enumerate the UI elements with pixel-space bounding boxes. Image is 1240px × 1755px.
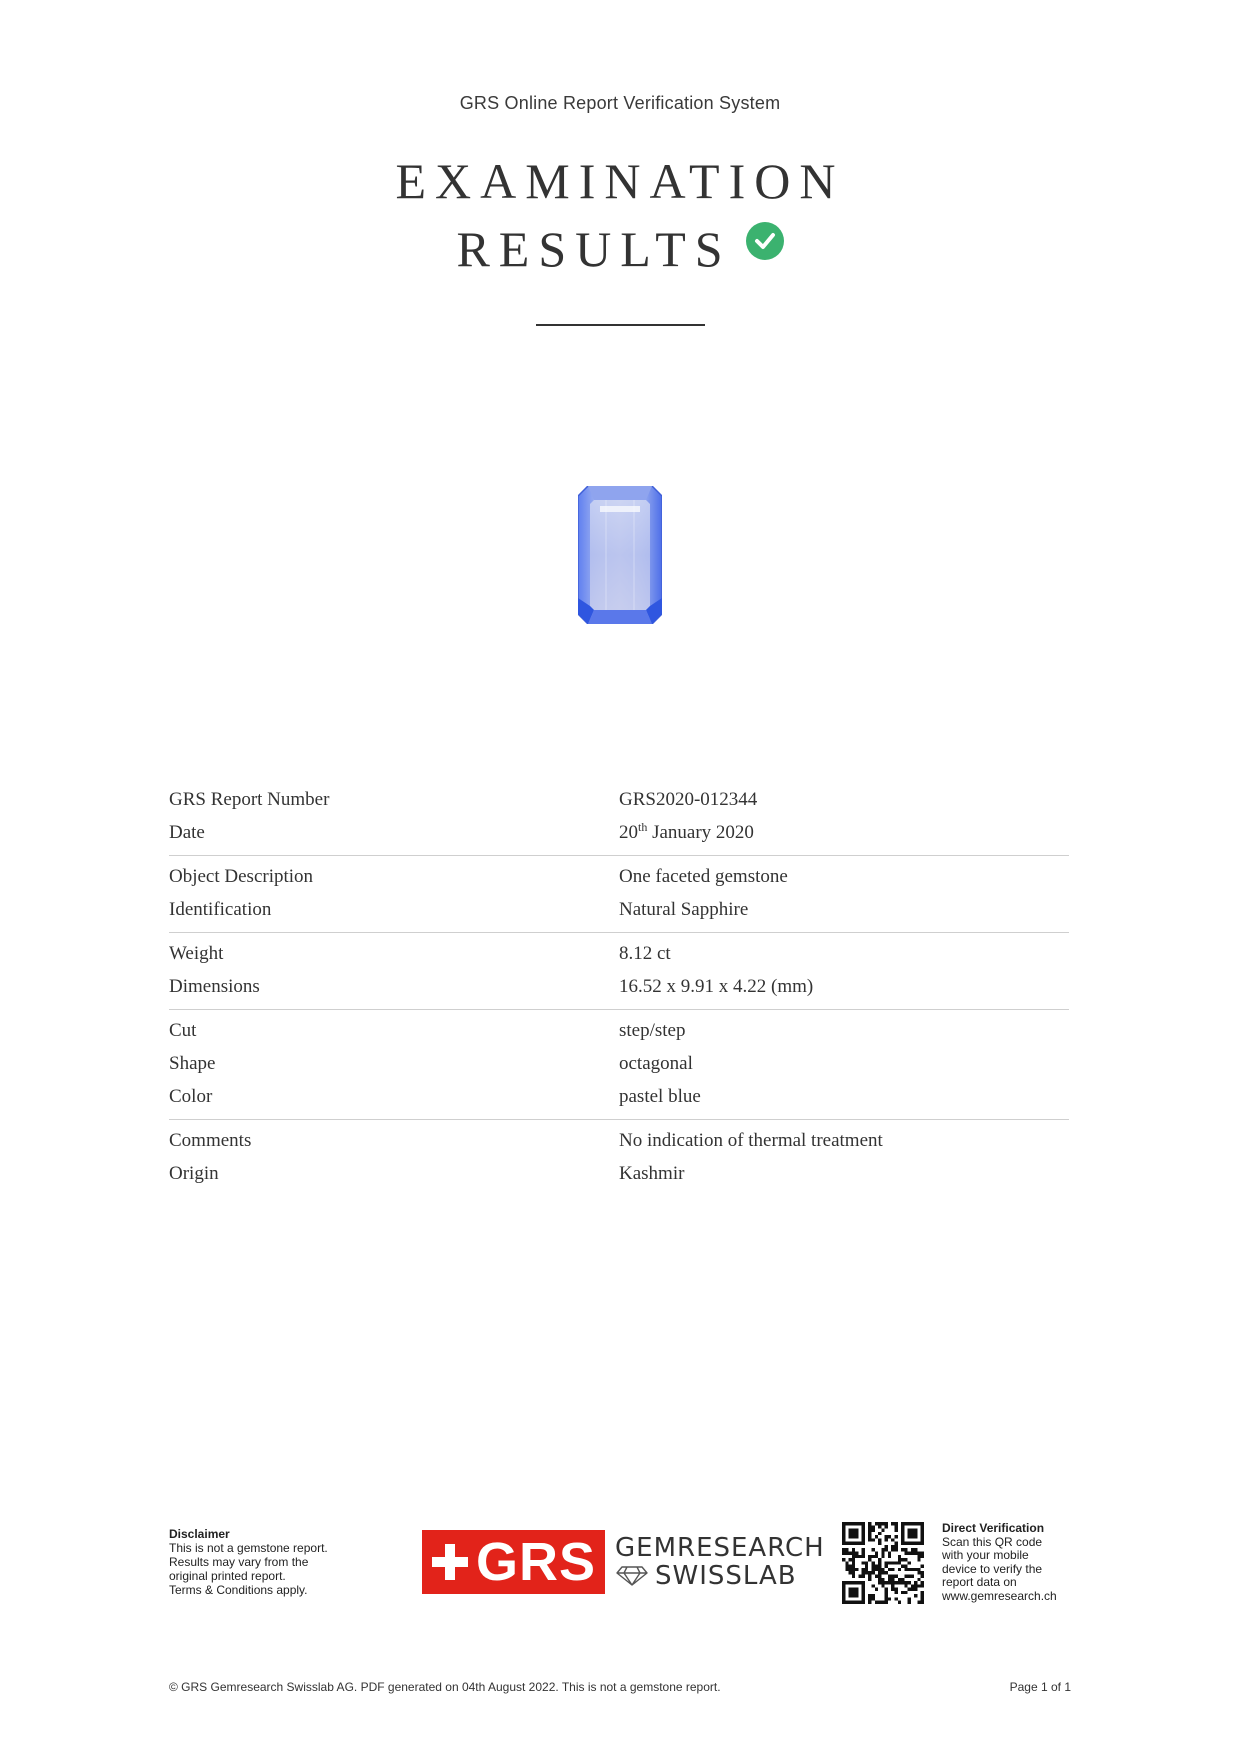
detail-label: Origin bbox=[169, 1162, 219, 1184]
detail-value: Kashmir bbox=[619, 1162, 685, 1184]
logo-line-2-row bbox=[615, 1562, 825, 1590]
details-group-2 bbox=[169, 856, 1069, 933]
grs-logo-mark bbox=[422, 1530, 605, 1594]
footer-copyright: © GRS Gemresearch Swisslab AG. PDF generated on 04th August 2022. This is not a gemstone report. bbox=[169, 1680, 721, 1694]
verification-line: report data on bbox=[942, 1575, 1017, 1589]
verification-line: with your mobile bbox=[942, 1548, 1029, 1562]
check-circle-icon bbox=[746, 222, 784, 260]
detail-row-color bbox=[169, 1080, 1069, 1113]
detail-row-weight bbox=[169, 937, 1069, 970]
detail-label: Weight bbox=[169, 942, 224, 964]
disclaimer-heading: Disclaimer bbox=[169, 1527, 230, 1541]
detail-value: 8.12 ct bbox=[619, 942, 671, 964]
details-group-5 bbox=[169, 1120, 1069, 1196]
detail-row-dimensions bbox=[169, 970, 1069, 1003]
detail-row-identification bbox=[169, 893, 1069, 926]
verification-url[interactable]: www.gemresearch.ch bbox=[942, 1588, 1057, 1603]
swiss-cross-icon bbox=[432, 1544, 468, 1580]
grs-logo-letters: GRS bbox=[476, 1532, 597, 1592]
detail-value bbox=[619, 819, 1069, 844]
detail-value: 16.52 x 9.91 x 4.22 (mm) bbox=[619, 975, 814, 997]
qr-code-icon[interactable] bbox=[842, 1522, 924, 1604]
detail-value: One faceted gemstone bbox=[619, 865, 788, 887]
detail-row-cut bbox=[169, 1014, 1069, 1047]
detail-label: Date bbox=[169, 821, 205, 843]
details-group-3 bbox=[169, 933, 1069, 1010]
date-ordinal: th bbox=[638, 819, 648, 834]
detail-label: Color bbox=[169, 1085, 213, 1107]
details-group-4 bbox=[169, 1010, 1069, 1120]
title-line-2 bbox=[0, 221, 1240, 277]
detail-label: Comments bbox=[169, 1129, 252, 1151]
detail-label: Shape bbox=[169, 1052, 216, 1074]
system-caption: GRS Online Report Verification System bbox=[459, 93, 781, 113]
detail-value: Natural Sapphire bbox=[619, 898, 749, 920]
disclaimer bbox=[169, 1527, 389, 1597]
report-details-table bbox=[169, 779, 1069, 1196]
title-divider bbox=[536, 324, 705, 326]
disclaimer-line: Terms & Conditions apply. bbox=[169, 1583, 308, 1597]
details-group-1 bbox=[169, 779, 1069, 856]
date-day: 20 bbox=[619, 821, 638, 843]
detail-row-report-number bbox=[169, 783, 1069, 816]
title-line-2-text: RESULTS bbox=[456, 221, 732, 277]
detail-row-object-description bbox=[169, 860, 1069, 893]
verification-line: device to verify the bbox=[942, 1561, 1043, 1576]
detail-value: No indication of thermal treatment bbox=[619, 1129, 883, 1151]
disclaimer-line: original printed report. bbox=[169, 1569, 286, 1583]
sapphire-gem-image bbox=[578, 486, 662, 629]
logo-line-1: GEMRESEARCH bbox=[615, 1533, 825, 1563]
detail-row-origin bbox=[169, 1157, 1069, 1190]
detail-label: Cut bbox=[169, 1019, 197, 1041]
detail-label: Object Description bbox=[169, 865, 314, 887]
disclaimer-line: Results may vary from the bbox=[169, 1555, 309, 1569]
detail-value: octagonal bbox=[619, 1052, 693, 1074]
detail-label: GRS Report Number bbox=[169, 788, 330, 810]
detail-row-shape bbox=[169, 1047, 1069, 1080]
detail-label: Dimensions bbox=[169, 975, 260, 997]
verification-heading: Direct Verification bbox=[942, 1521, 1045, 1535]
footer-page-number: Page 1 of 1 bbox=[1009, 1680, 1071, 1694]
title-line-1: EXAMINATION bbox=[395, 153, 845, 209]
verification-line: Scan this QR code bbox=[942, 1534, 1043, 1549]
diamond-icon bbox=[615, 1565, 649, 1587]
detail-value: step/step bbox=[619, 1019, 686, 1041]
grs-logo bbox=[422, 1530, 825, 1594]
detail-row-date bbox=[169, 816, 1069, 849]
detail-row-comments bbox=[169, 1124, 1069, 1157]
direct-verification bbox=[942, 1522, 1082, 1603]
detail-label: Identification bbox=[169, 898, 272, 920]
detail-value: pastel blue bbox=[619, 1085, 701, 1107]
disclaimer-line: This is not a gemstone report. bbox=[169, 1541, 328, 1555]
grs-logo-wordmark bbox=[615, 1534, 825, 1590]
date-rest: January 2020 bbox=[647, 821, 754, 843]
logo-line-2: SWISSLAB bbox=[655, 1561, 797, 1591]
detail-value: GRS2020-012344 bbox=[619, 788, 758, 810]
